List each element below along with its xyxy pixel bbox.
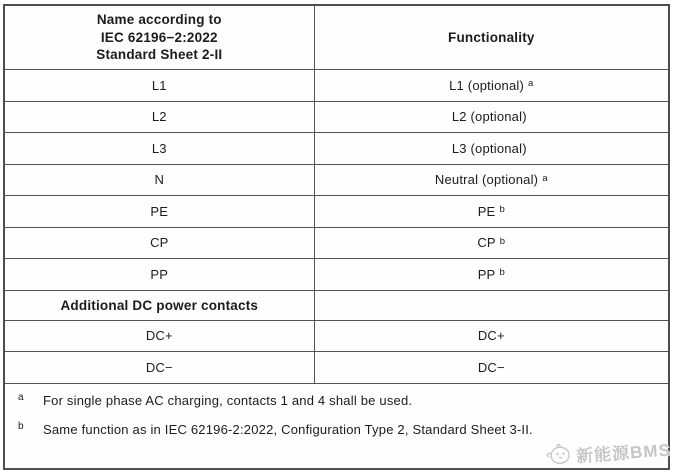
function-text: Neutral (optional) [434, 172, 539, 188]
contact-name-cell: L3 [5, 133, 315, 164]
contact-name-cell: DC− [5, 352, 315, 383]
footnote-a-text: For single phase AC charging, contacts 1 and 4 shall be used. [43, 392, 413, 408]
contact-function-cell: PE $^b$ [477, 203, 505, 219]
table-row [5, 101, 668, 133]
function-text: PE [477, 203, 496, 219]
contact-function-cell: CP $^b$ [477, 235, 506, 251]
watermark-text: 新能源BMS [575, 440, 672, 467]
section-empty-cell [315, 291, 668, 320]
contact-name-cell: PP [5, 259, 315, 290]
footnote-a-marker: a [18, 391, 24, 403]
function-text: PP [477, 266, 496, 282]
header-line-2: IEC 62196−2:2022 [100, 29, 218, 45]
table-row [5, 351, 668, 383]
header-line-3: Standard Sheet 2-II [96, 47, 223, 63]
header-cell-functionality: Functionality [448, 30, 535, 45]
table-row [5, 69, 668, 101]
contact-function-cell: PP $^b$ [477, 266, 505, 282]
table-row [5, 132, 668, 164]
contact-name-cell: CP [5, 228, 315, 259]
footnotes-area [5, 383, 668, 469]
function-text: L2 (optional) [451, 109, 527, 125]
footnote-b-marker: b [18, 420, 24, 432]
contact-name-cell: L1 [5, 70, 315, 101]
section-title-cell: Additional DC power contacts [5, 291, 315, 320]
footnote-a [18, 391, 658, 411]
contact-function-cell: DC+ [477, 328, 505, 344]
table-row [5, 195, 668, 227]
section-header-row [5, 290, 668, 320]
contact-function-cell [315, 133, 668, 164]
contact-name-cell: DC+ [5, 321, 315, 352]
header-cell-name [5, 6, 315, 69]
function-text: L3 (optional) [451, 140, 527, 156]
table-row [5, 164, 668, 196]
contact-name-cell: N [5, 165, 315, 196]
contact-name-cell: L2 [5, 102, 315, 133]
table-row [5, 320, 668, 352]
header-line-1: Name according to [96, 12, 222, 28]
header-name-lines [96, 11, 222, 64]
contacts-table [3, 4, 670, 470]
table-row [5, 227, 668, 259]
table-header-row [5, 6, 668, 69]
function-text: L1 (optional) [449, 77, 524, 93]
contact-function-cell: DC− [477, 359, 505, 375]
contact-function-cell: L1 (optional) $^a$ [449, 77, 534, 93]
contact-name-cell: PE [5, 196, 315, 227]
footnote-b-text: Same function as in IEC 62196-2:2022, Configuration Type 2, Standard Sheet 3-II. [43, 421, 533, 437]
table-row [5, 258, 668, 290]
function-text: CP [477, 235, 496, 251]
contact-function-cell: Neutral (optional) $^a$ [434, 172, 548, 188]
contact-function-cell [315, 102, 668, 133]
footnote-b [18, 420, 658, 440]
